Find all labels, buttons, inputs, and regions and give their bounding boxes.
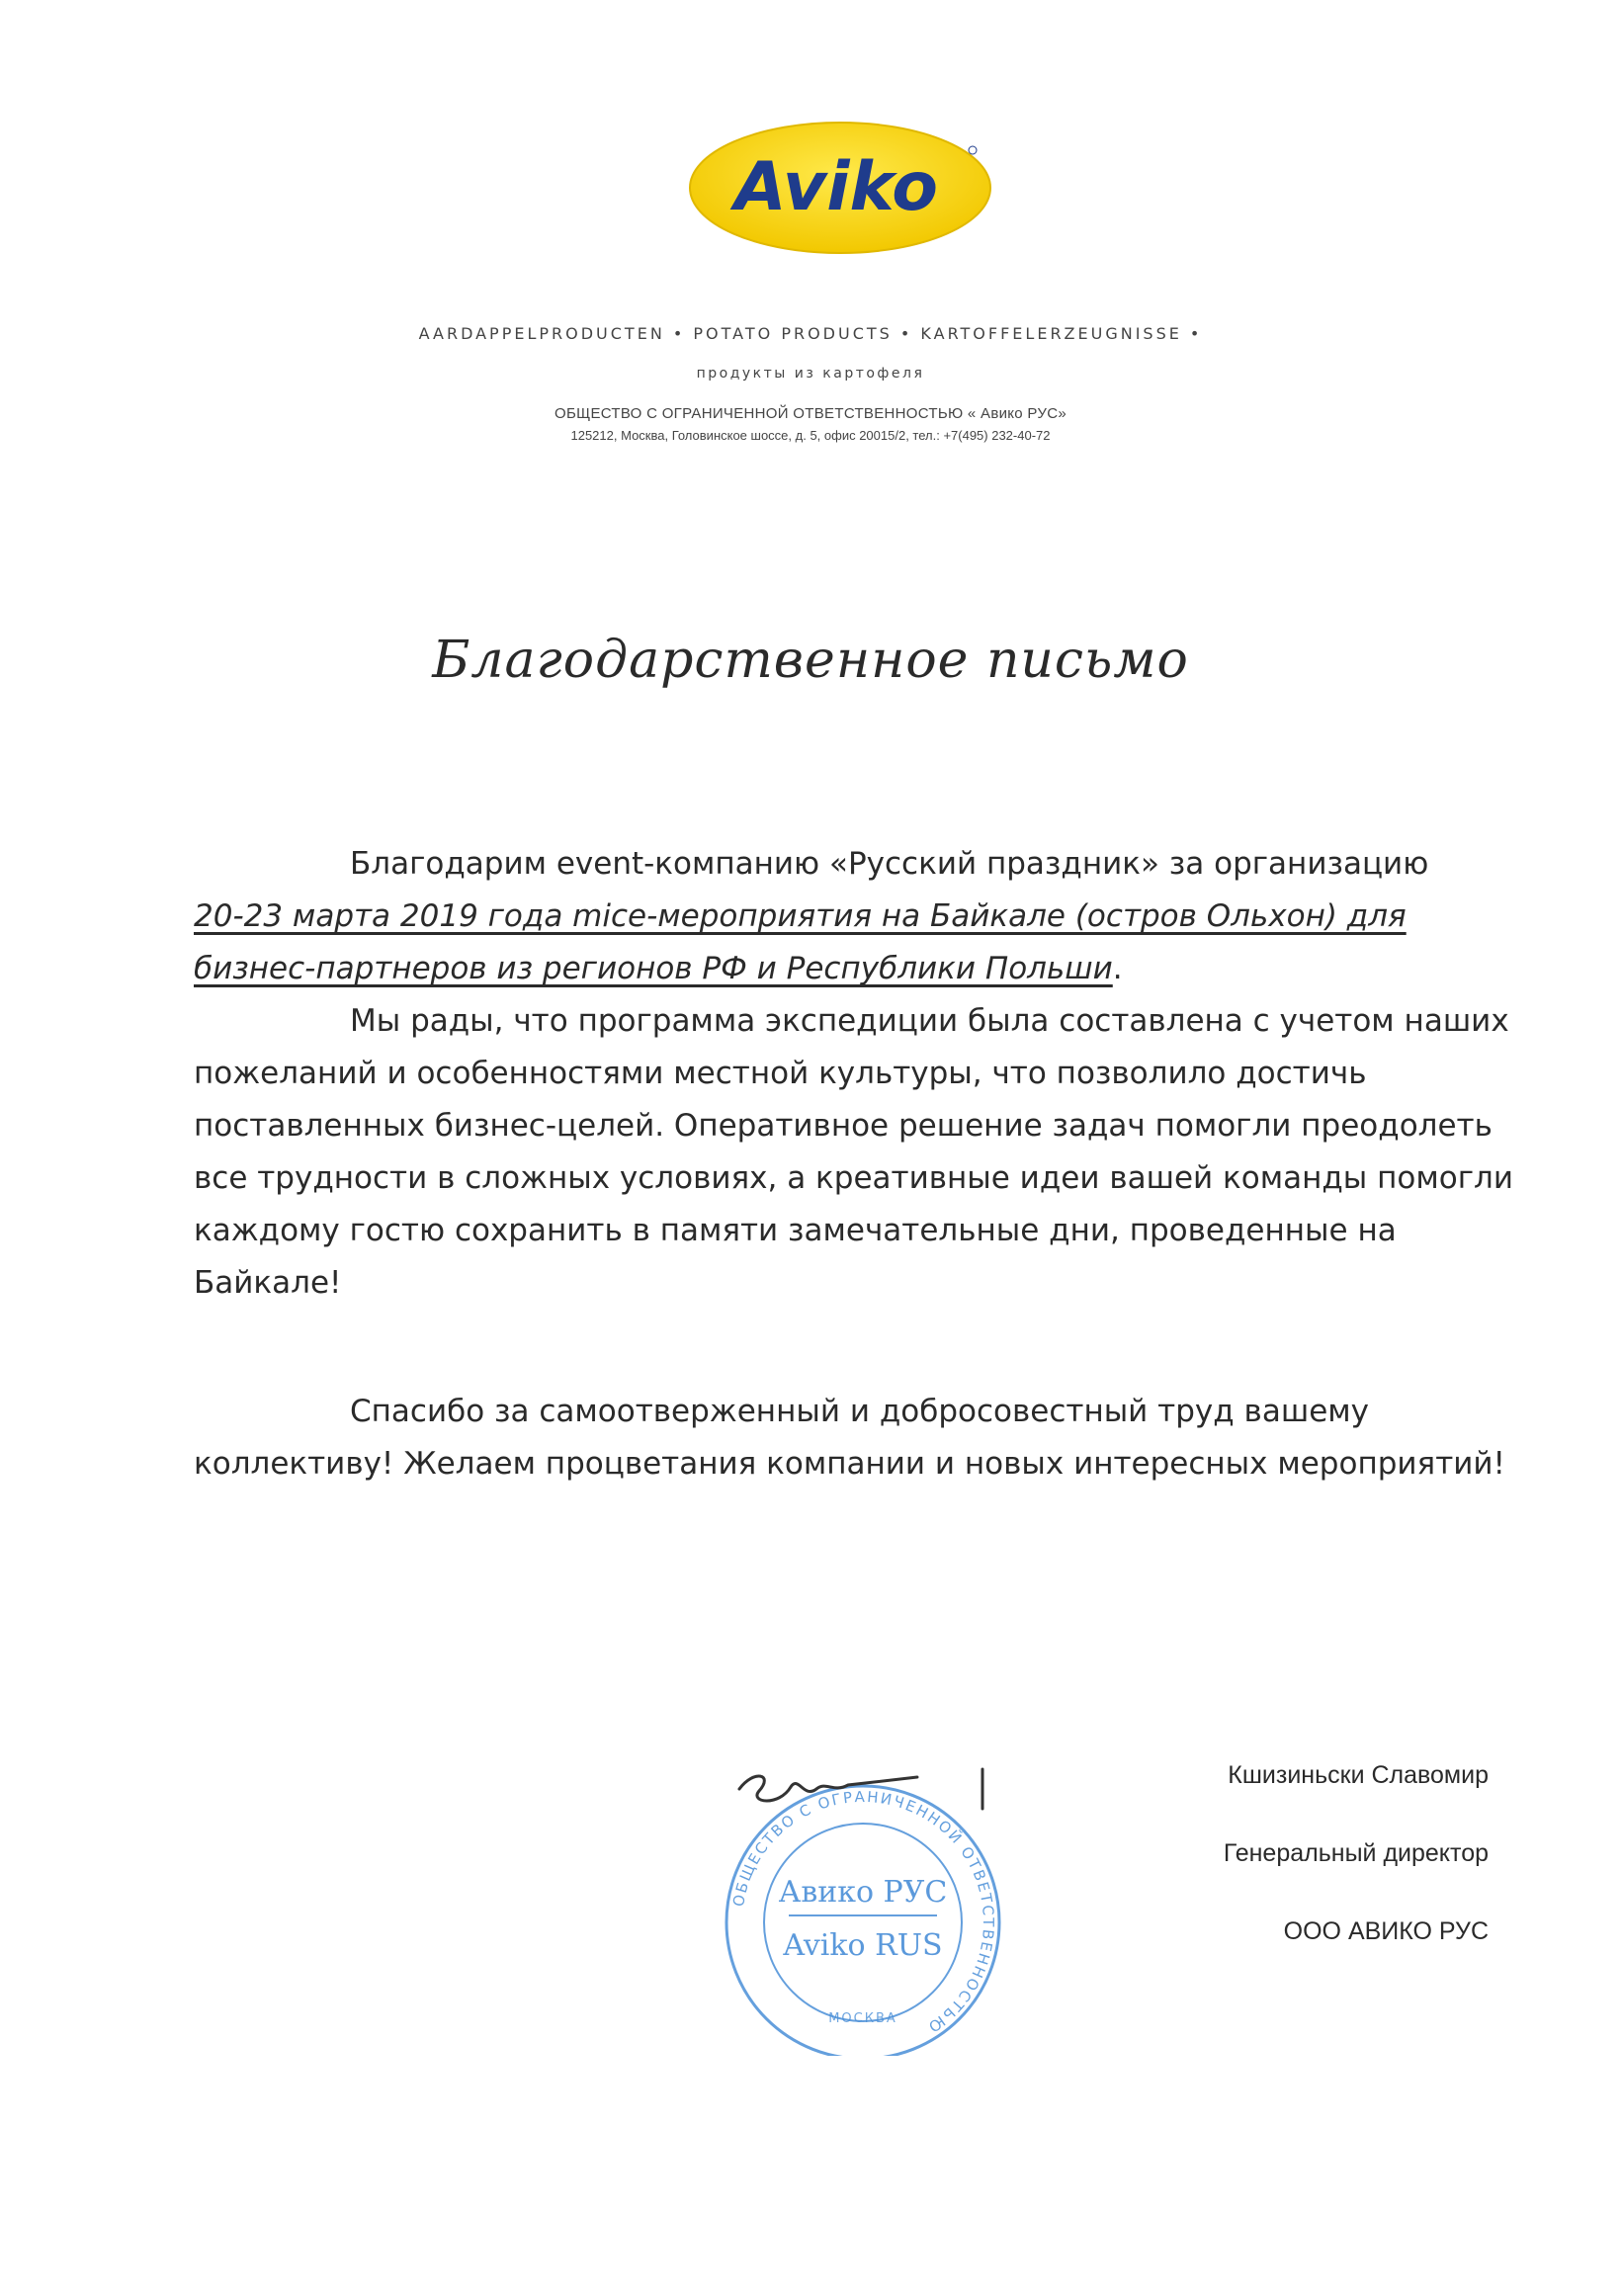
letterhead-company: ОБЩЕСТВО С ОГРАНИЧЕННОЙ ОТВЕТСТВЕННОСТЬЮ « Авико РУС» (555, 405, 1066, 422)
letterhead-products: AARDAPPELPRODUCTEN • POTATO PRODUCTS • KARTOFFELERZEUGNISSE • (418, 324, 1203, 343)
letterhead-products-ru: продукты из картофеля (696, 366, 925, 382)
paragraph-2-line-3: поставленных бизнес-целей. Оперативное решение задач помогли преодолеть (194, 1108, 1493, 1144)
event-details-line-2: 20-23 марта 2019 года mice-мероприятия на Байкале (остров Ольхон) для (194, 898, 1407, 934)
paragraph-2-line-1: Мы рады, что программа экспедиции была составлена с учетом наших (350, 1003, 1509, 1039)
paragraph-3 (194, 1386, 1505, 1490)
paragraph-2 (194, 995, 1513, 1310)
paragraph-3-line-2: коллективу! Желаем процветания компании и новых интересных мероприятий! (194, 1446, 1505, 1482)
svg-text:ОБЩЕСТВО С ОГРАНИЧЕННОЙ ОТВЕТС: ОБЩЕСТВО С ОГРАНИЧЕННОЙ ОТВЕТСТВЕННОСТЬЮ (728, 1787, 998, 2037)
paragraph-2-line-5: каждому гостю сохранить в памяти замечательные дни, проведенные на (194, 1213, 1397, 1248)
paragraph-1-period: . (1112, 951, 1123, 986)
paragraph-1-line-2 (194, 891, 1489, 943)
company-stamp (720, 1730, 1006, 2056)
letterhead-address: 125212, Москва, Головинское шоссе, д. 5, офис 20015/2, тел.: +7(495) 232-40-72 (570, 428, 1051, 443)
svg-text:Авико РУС: Авико РУС (778, 1875, 948, 1910)
event-details-line-3: бизнес-партнеров из регионов РФ и Республики Польши (194, 951, 1113, 986)
paragraph-2-line-6: Байкале! (194, 1265, 342, 1301)
svg-text:МОСКВА: МОСКВА (828, 2011, 897, 2026)
paragraph-2-line-4: все трудности в сложных условиях, а креативные идеи вашей команды помогли (194, 1160, 1513, 1196)
paragraph-1-line-3 (194, 943, 1489, 995)
stamp-image (720, 1730, 1006, 2056)
paragraph-1 (194, 838, 1489, 995)
signatory-name: Кшизиньски Славомир (1228, 1761, 1489, 1789)
paragraph-1-line-1: Благодарим event-компанию «Русский праздник» за организацию (350, 846, 1429, 882)
signatory-organization: ООО АВИКО РУС (1283, 1917, 1489, 1945)
svg-text:Aviko: Aviko (733, 148, 939, 226)
paragraph-3-line-1: Спасибо за самоотверженный и добросовестный труд вашему (350, 1394, 1369, 1429)
aviko-logo-image (686, 119, 994, 257)
svg-text:Aviko RUS: Aviko RUS (783, 1928, 943, 1963)
letter-title: Благодарственное письмо (432, 631, 1189, 690)
aviko-logo (686, 119, 994, 257)
paragraph-2-line-2: пожеланий и особенностями местной культуры, что позволило достичь (194, 1056, 1367, 1091)
signatory-position: Генеральный директор (1223, 1839, 1489, 1867)
